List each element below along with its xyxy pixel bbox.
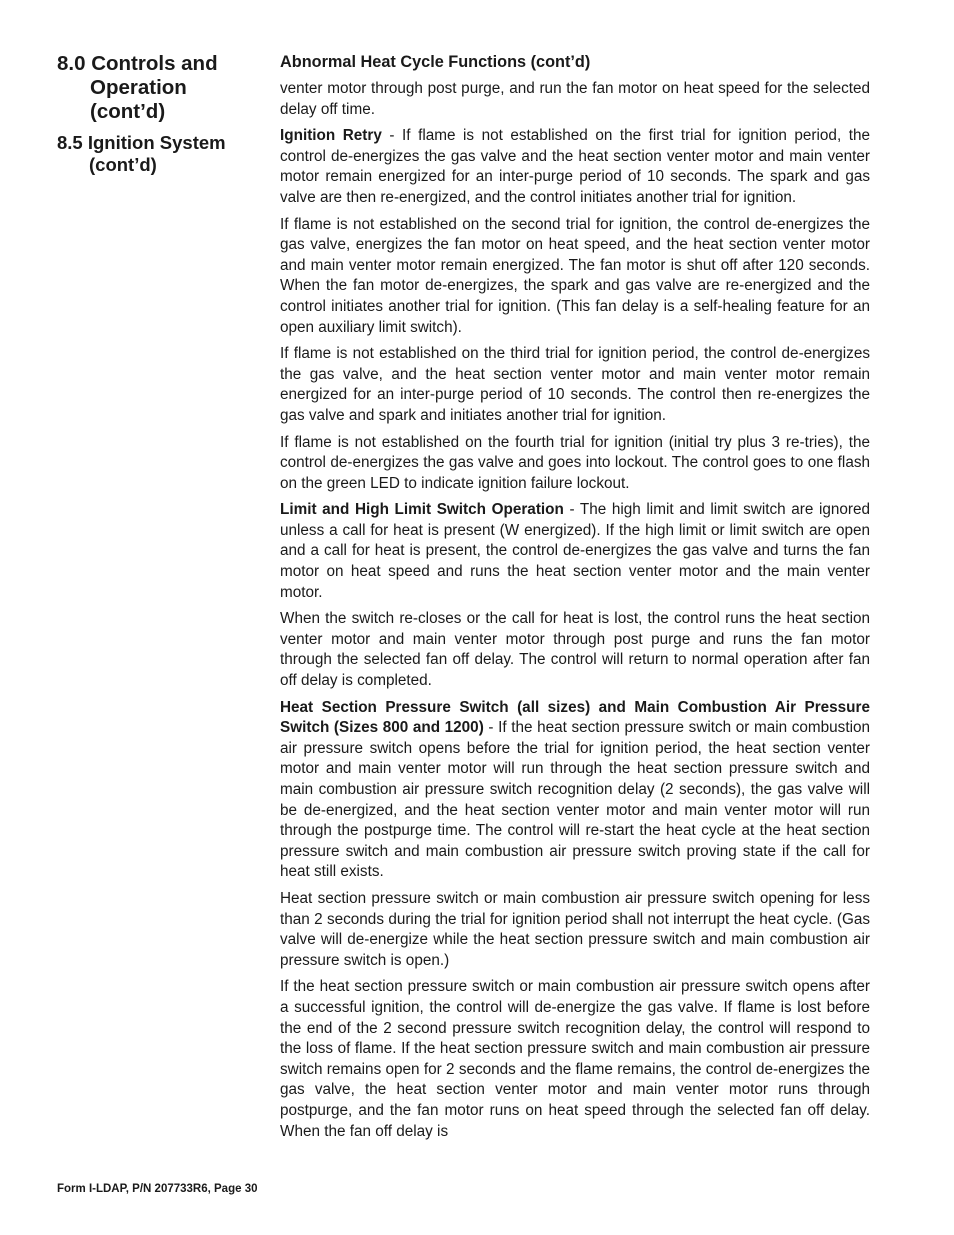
paragraph-text: Heat section pressure switch or main combustion air pressure switch opening for less than 2 seconds during the trial for ignition period shall not interrupt the heat cycle. (Gas valve will de-energize while the heat section pressure switch and main combustion air pressure switch is open.) [280,889,870,969]
paragraph-lead: Heat Section Pressure Switch (all sizes) and Main Combustion Air Pressure Switch (Sizes 800 and 1200) [280,698,870,737]
paragraph-text: If the heat section pressure switch or main combustion air pressure switch opens after a successful ignition, the control will de-energize the gas valve. If flame is lost before the end of the 2 second pressure switch recognition delay, the control will respond to the loss of flame. If the heat section pressure switch and main combustion air pressure switch remains open for 2 seconds and the flame remains, the control de-energizes the gas valve, the heat section venter motor and main venter motor runs through postpurge, and the fan motor runs on heat speed through the selected fan off delay. When the fan off delay is [280,978,870,1140]
paragraph [280,609,870,691]
paragraph-text: If flame is not established on the second trial for ignition, the control de-energizes the gas valve, energizes the fan motor on heat speed, and the heat section venter motor and main venter motor remain energized. The fan motor is shut off after 120 seconds. When the fan motor de-energizes, the spark and gas valve are re-energized and the control initiates another trial for ignition. (This fan delay is a self-healing feature for an open auxiliary limit switch). [280,215,870,336]
page-footer: Form I-LDAP, P/N 207733R6, Page 30 [57,1183,258,1195]
paragraph [280,698,870,883]
paragraph-text: - If the heat section pressure switch or main combustion air pressure switch opens before the trial for ignition period, the heat section venter motor and main venter motor will run through the heat section pressure switch and main combustion air pressure switch recognition delay (2 seconds), the gas valve will be de-energized, and the heat section venter motor and main venter motor will run through the postpurge time. The control will re-start the heat cycle at the heat section pressure switch and main combustion air pressure switch proving state if the call for heat still exists. [280,719,870,881]
paragraph-text: When the switch re-closes or the call for heat is lost, the control runs the heat section venter motor and main venter motor through post purge and runs the fan motor through the selected fan off delay. The control will return to normal operation after fan off delay is completed. [280,610,870,690]
subsection-heading: 8.5 Ignition System (cont’d) [57,132,226,175]
content-title: Abnormal Heat Cycle Functions (cont’d) [280,53,591,71]
paragraph-text: - If flame is not established on the first trial for ignition period, the control de-energizes the gas valve and the heat section venter motor and main venter motor remain energized for an inter-purge period of 10 seconds. The spark and gas valve are then re-energized, and the control initiates another trial for ignition. [280,127,870,206]
paragraph-text: If flame is not established on the fourth trial for ignition (initial try plus 3 re-tries), the control de-energizes the gas valve and goes into lockout. The control goes to one flash on the green LED to indicate ignition failure lockout. [280,433,870,492]
paragraph [280,500,870,603]
paragraph [280,433,870,495]
paragraph-text: If flame is not established on the third trial for ignition period, the control de-energizes the gas valve, and the heat section venter motor and main venter motor remain energized for an inter-purge period of 10 seconds. The control then re-energizes the gas valve and spark and initiates another trial for ignition. [280,345,870,424]
paragraph [280,126,870,208]
paragraph-lead: Limit and High Limit Switch Operation [280,501,564,519]
body-column [280,52,870,1148]
paragraph-text: venter motor through post purge, and run the fan motor on heat speed for the selected delay off time. [280,80,870,118]
paragraph-lead: Ignition Retry [280,127,382,145]
paragraph [280,79,870,120]
paragraph [280,215,870,339]
paragraph [280,977,870,1142]
section-headings [57,52,267,176]
paragraph-text: - The high limit and limit switch are ignored unless a call for heat is present (W energized). If the high limit or limit switch are open and a call for heat is present, the control de-energizes the gas valve and turns the fan motor on heat speed and runs the heat section venter motor and the main venter motor. [280,501,870,601]
paragraph [280,889,870,971]
paragraph [280,344,870,426]
section-heading: 8.0 Controls and Operation (cont’d) [57,52,218,123]
